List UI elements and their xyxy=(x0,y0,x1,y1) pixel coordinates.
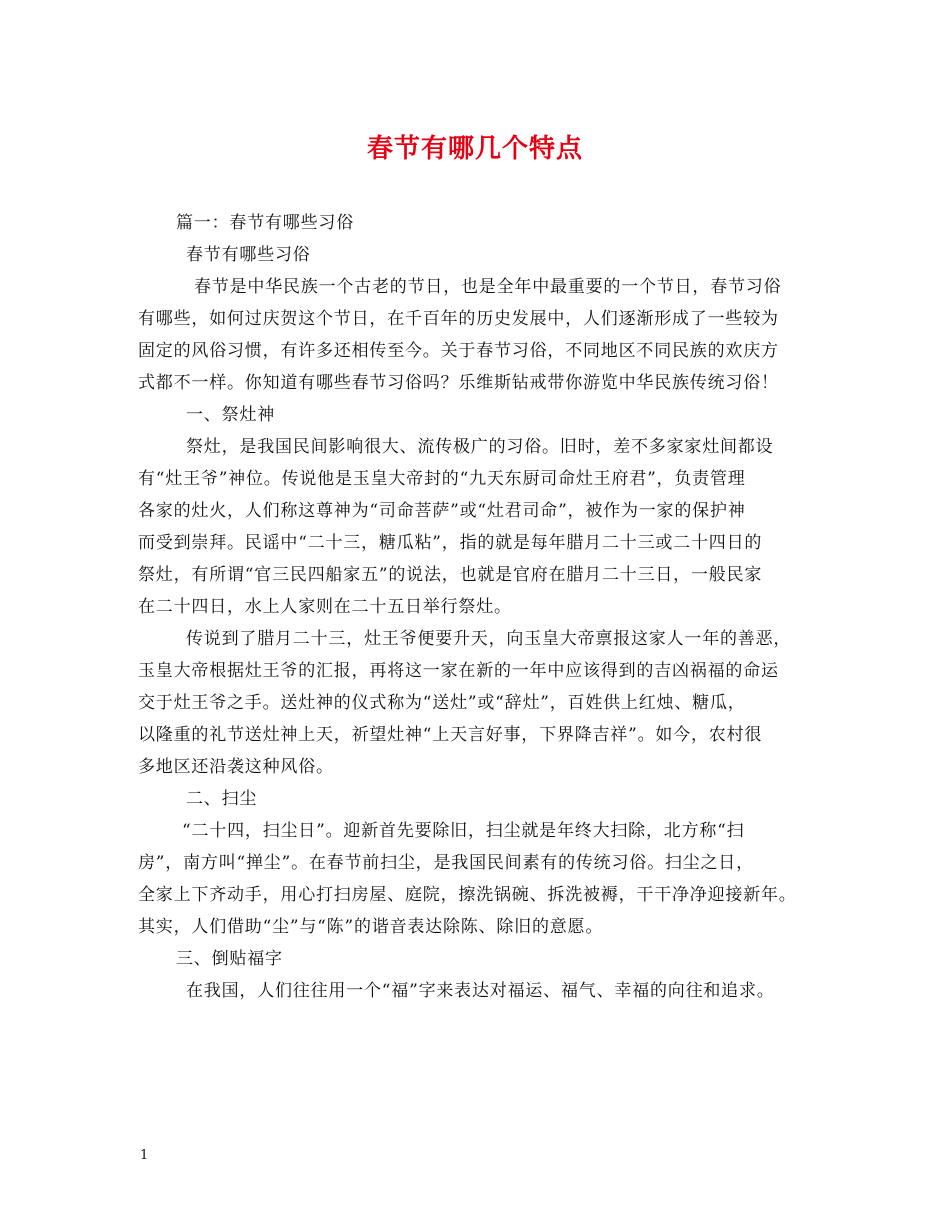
text-line: 春节是中华民族一个古老的节日，也是全年中最重要的一个节日，春节习俗 xyxy=(194,277,782,297)
text-line: 以隆重的礼节送灶神上天，祈望灶神“上天言好事，下界降吉祥”。如今，农村很 xyxy=(138,725,763,745)
text-line: 有哪些，如何过庆贺这个节日，在千百年的历史发展中，人们逐渐形成了一些较为 xyxy=(138,309,779,329)
text-line: 春节有哪些习俗 xyxy=(186,245,311,265)
text-line: 玉皇大帝根据灶王爷的汇报，再将这一家在新的一年中应该得到的吉凶祸福的命运 xyxy=(138,661,779,681)
text-line: 祭灶，有所谓“官三民四船家五”的说法，也就是官府在腊月二十三日，一般民家 xyxy=(138,565,763,585)
document-title: 春节有哪几个特点 xyxy=(366,134,583,164)
document-body xyxy=(138,207,828,1007)
page-number: 1 xyxy=(140,1148,149,1163)
text-line: 多地区还沿袭这种风俗。 xyxy=(138,757,334,777)
text-line: 式都不一样。你知道有哪些春节习俗吗？乐维斯钻戒带你游览中华民族传统习俗！ xyxy=(138,373,779,393)
text-line: 在我国，人们往往用一个“福”字来表达对福运、福气、幸福的向往和追求。 xyxy=(186,981,775,1001)
text-line: “二十四，扫尘日”。迎新首先要除旧，扫尘就是年终大扫除，北方称“扫 xyxy=(182,821,745,841)
text-line: 一、祭灶神 xyxy=(186,405,275,425)
text-line: 其实，人们借助“尘”与“陈”的谐音表达除陈、除旧的意愿。 xyxy=(138,917,604,937)
text-line: 有“灶王爷”神位。传说他是玉皇大帝封的“九天东厨司命灶王府君”，负责管理 xyxy=(138,469,746,489)
text-line: 在二十四日，水上人家则在二十五日举行祭灶。 xyxy=(138,597,512,617)
text-line: 交于灶王爷之手。送灶神的仪式称为“送灶”或“辞灶”，百姓供上红烛、糖瓜， xyxy=(138,693,746,713)
text-line: 篇一：春节有哪些习俗 xyxy=(176,213,354,233)
text-line: 固定的风俗习惯，有许多还相传至今。关于春节习俗，不同地区不同民族的欢庆方 xyxy=(138,341,779,361)
text-line: 而受到崇拜。民谣中“二十三，糖瓜粘”，指的就是每年腊月二十三或二十四日的 xyxy=(138,533,763,553)
text-line: 全家上下齐动手，用心打扫房屋、庭院，擦洗锅碗、拆洗被褥，干干净净迎接新年。 xyxy=(138,885,797,905)
text-line: 二、扫尘 xyxy=(186,789,258,809)
text-line: 各家的灶火，人们称这尊神为“司命菩萨”或“灶君司命”，被作为一家的保护神 xyxy=(138,501,746,521)
text-line: 三、倒贴福字 xyxy=(176,949,283,969)
text-line: 传说到了腊月二十三，灶王爷便要升天，向玉皇大帝禀报这家人一年的善恶， xyxy=(186,629,792,649)
text-line: 祭灶，是我国民间影响很大、流传极广的习俗。旧时，差不多家家灶间都设 xyxy=(186,437,774,457)
text-line: 房”，南方叫“掸尘”。在春节前扫尘，是我国民间素有的传统习俗。扫尘之日， xyxy=(138,853,754,873)
